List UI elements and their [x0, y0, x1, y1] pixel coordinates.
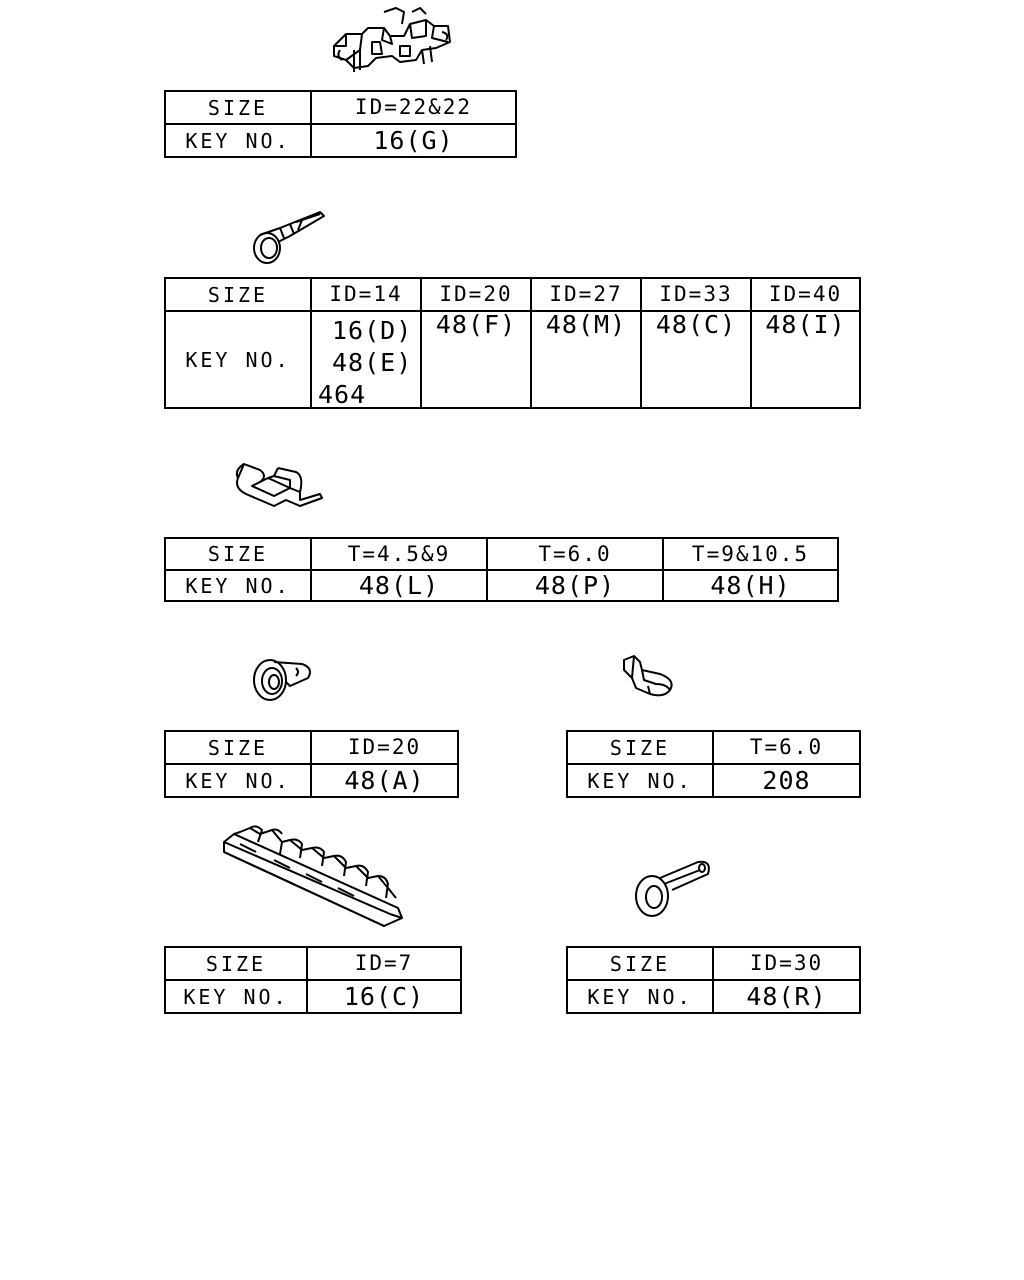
key-no-cell [311, 311, 421, 408]
key-no-value: 48(E) [332, 348, 413, 377]
size-label: SIZE [567, 731, 713, 764]
spec-table-4 [164, 730, 459, 798]
key-no-label: KEY NO. [165, 124, 311, 157]
s-bracket-clip-icon [230, 460, 326, 512]
key-no-value: 48(F) [421, 311, 531, 408]
size-value: T=4.5&9 [311, 538, 487, 570]
key-no-value: 48(H) [663, 570, 838, 601]
bent-plate-clip-icon [620, 654, 680, 700]
key-no-value: 48(P) [487, 570, 663, 601]
key-no-value: 464 [318, 380, 367, 409]
size-value: ID=22&22 [311, 91, 516, 124]
spec-table-6 [164, 946, 462, 1014]
spec-table-5 [566, 730, 861, 798]
key-no-value: 16(G) [311, 124, 516, 157]
key-no-value: 48(M) [531, 311, 641, 408]
size-label: SIZE [567, 947, 713, 980]
spec-table-7 [566, 946, 861, 1014]
key-no-value: 208 [713, 764, 860, 797]
double-pipe-clip-icon [326, 6, 456, 78]
tabbed-p-clamp-icon [632, 858, 714, 920]
key-no-value: 48(L) [311, 570, 487, 601]
key-no-value: 48(I) [751, 311, 860, 408]
key-no-label: KEY NO. [165, 764, 311, 797]
size-value: T=6.0 [713, 731, 860, 764]
size-value: ID=30 [713, 947, 860, 980]
size-label: SIZE [165, 947, 307, 980]
spec-table-2 [164, 277, 861, 409]
size-value: T=9&10.5 [663, 538, 838, 570]
size-label: SIZE [165, 731, 311, 764]
spec-table-3 [164, 537, 839, 602]
size-value: ID=33 [641, 278, 751, 311]
spec-table-1 [164, 90, 517, 158]
key-no-value: 48(A) [311, 764, 458, 797]
size-value: T=6.0 [487, 538, 663, 570]
key-no-value: 48(R) [713, 980, 860, 1013]
key-no-value: 48(C) [641, 311, 751, 408]
key-no-label: KEY NO. [165, 570, 311, 601]
size-label: SIZE [165, 91, 311, 124]
size-value: ID=27 [531, 278, 641, 311]
key-no-label: KEY NO. [567, 980, 713, 1013]
key-no-label: KEY NO. [165, 980, 307, 1013]
multi-pipe-rail-clip-icon [220, 822, 406, 928]
key-no-label: KEY NO. [567, 764, 713, 797]
size-label: SIZE [165, 278, 311, 311]
size-value: ID=14 [311, 278, 421, 311]
size-value: ID=20 [311, 731, 458, 764]
size-value: ID=7 [307, 947, 461, 980]
key-no-label: KEY NO. [165, 311, 311, 408]
tailed-pipe-clamp-icon [250, 208, 330, 268]
size-value: ID=40 [751, 278, 860, 311]
loop-clamp-icon [250, 656, 320, 704]
key-no-value: 16(C) [307, 980, 461, 1013]
key-no-value: 16(D) [332, 316, 413, 345]
size-value: ID=20 [421, 278, 531, 311]
size-label: SIZE [165, 538, 311, 570]
